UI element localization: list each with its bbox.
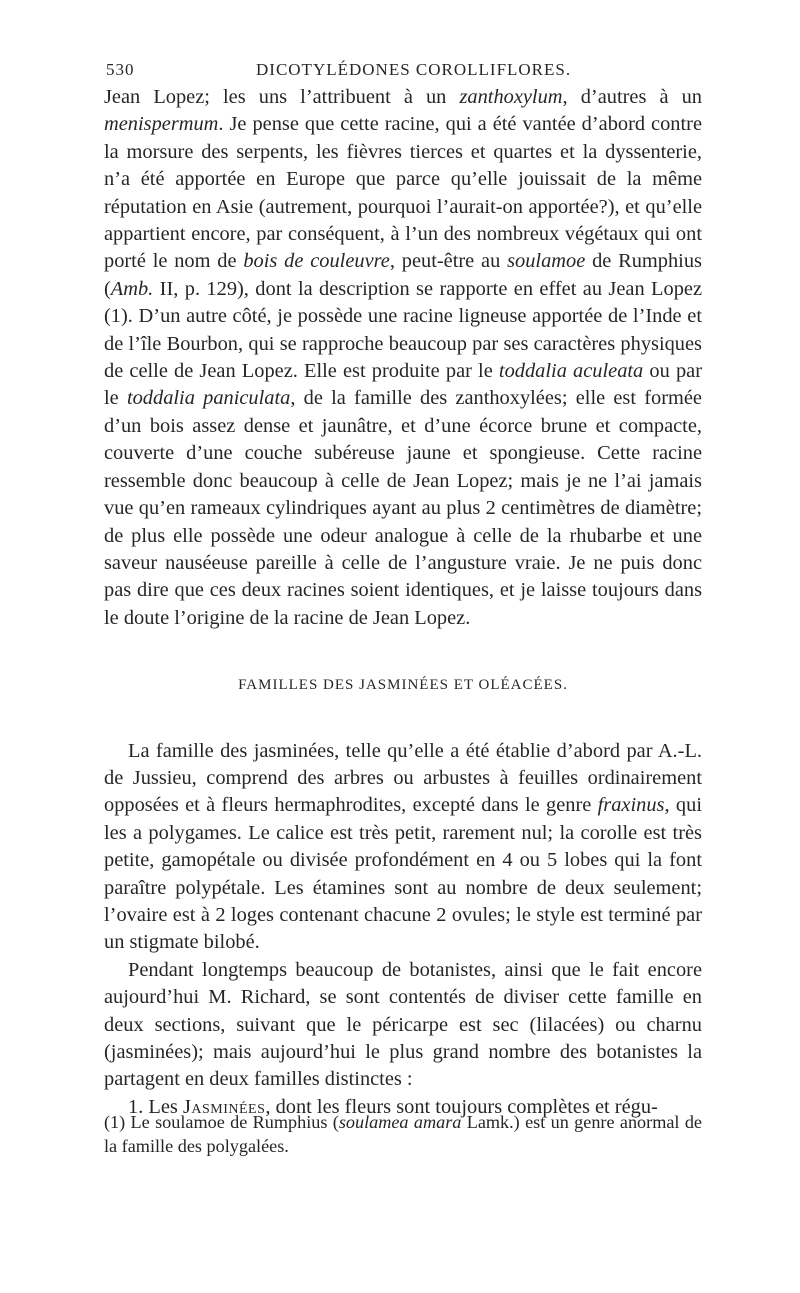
italic-term: bois de couleuvre [243,250,390,273]
text-run: de Rumphius ( [104,250,702,300]
text-run: , qui les a polygames. Le calice est très petit, rarement nul; la corolle est très petite, gamopétale ou divisée profondément en 4 ou 5 lobes qui la font paraître polypétale. Les étamines sont au nombre de deux seulement; l’ovaire est à 2 loges contenant chacune 2 ovules; le style est terminé par un stigmate bilobé. [104,794,702,954]
text-run: , dont les fleurs sont toujours complètes et régu- [265,1095,658,1118]
italic-term: Amb. [110,277,154,300]
text-run: Lamk.) est un genre anormal de la famille des polygalées. [104,1112,702,1156]
text-run: Pendant longtemps beaucoup de botanistes, ainsi que le fait encore aujourd’hui M. Richard, se sont contentés de diviser cette famille en deux sections, suivant que le péricarpe est sec (lilacées) ou charnu (jasminées); mais aujourd’hui le plus grand nombre des botanistes la partagent en deux familles distinctes : [104,958,702,1091]
text-run: , peut-être au [389,250,508,273]
italic-term: toddalia paniculata [126,387,291,410]
text-run: , de la famille des zanthoxylées; elle est formée d’un bois assez dense et jaunâtre, et d’une écorce brune et compacte, couverte d’une couche subéreuse jaune et spongieuse. Cette racine ressemble donc beaucoup à celle de Jean Lopez; mais je ne l’ai jamais vue qu’en rameaux cylindriques ayant au plus 2 centimètres de diamètre; de plus elle possède une odeur analogue à celle de la rhubarbe et une saveur nauséeuse pareille à celle de l’angusture vraie. Je ne puis donc pas dire que ces deux racines soient identiques, et je laisse toujours dans le doute l’origine de la racine de Jean Lopez. [104,387,702,629]
page-header [106,60,700,82]
italic-term: soulamoe [507,250,586,273]
footnote [104,1110,702,1158]
text-run: II, p. 129), dont la description se rapporte en effet au Jean Lopez (1). D’un autre côté, je possède une racine ligneuse apportée de l’Inde et de l’île Bourbon, qui se rapproche beaucoup par ses caractères physiques de celle de Jean Lopez. Elle est produite par le [104,277,702,383]
section-title: FAMILLES DES JASMINÉES ET OLÉACÉES. [238,677,568,694]
text-run: (1) Le soulamoe de Rumphius ( [104,1112,339,1132]
text-run: La famille des jasminées, telle qu’elle a été établie d’abord par A.-L. de Jussieu, comprend des arbres ou arbustes à feuilles ordinairement opposées et à fleurs hermaphrodites, excepté dans le genre [104,739,702,817]
text-run: ou par le [104,360,702,410]
text-run: , d’autres à un [562,86,702,108]
paragraph-jasminees-definition [104,738,702,957]
text-run: Jean Lopez; les uns l’attribuent à un [104,86,460,108]
italic-term: menispermum [104,113,219,136]
italic-term: zanthoxylum [459,86,563,108]
italic-term: soulamea amara [338,1112,462,1132]
italic-term: fraxinus [597,794,665,817]
text-run: . Je pense que cette racine, qui a été vantée d’abord contre la morsure des serpents, les fièvres tierces et quartes et la dyssenterie, n’a été apportée en Europe que parce qu’elle jouissait de la même réputation en Asie (autrement, pourquoi l’aurait-on apportée?), et qu’elle appartient encore, par conséquent, à l’un des nombreux végétaux qui ont porté le nom de [104,113,702,273]
running-title: DICOTYLÉDONES COROLLIFLORES. [256,60,572,79]
main-text [104,84,702,1121]
small-caps-term: Jasminées [182,1095,266,1118]
paragraph-continued [104,84,702,632]
text-run: 1. Les [128,1095,183,1118]
paragraph-sections [104,957,702,1094]
italic-term: toddalia aculeata [498,360,644,383]
page-number: 530 [106,60,135,79]
